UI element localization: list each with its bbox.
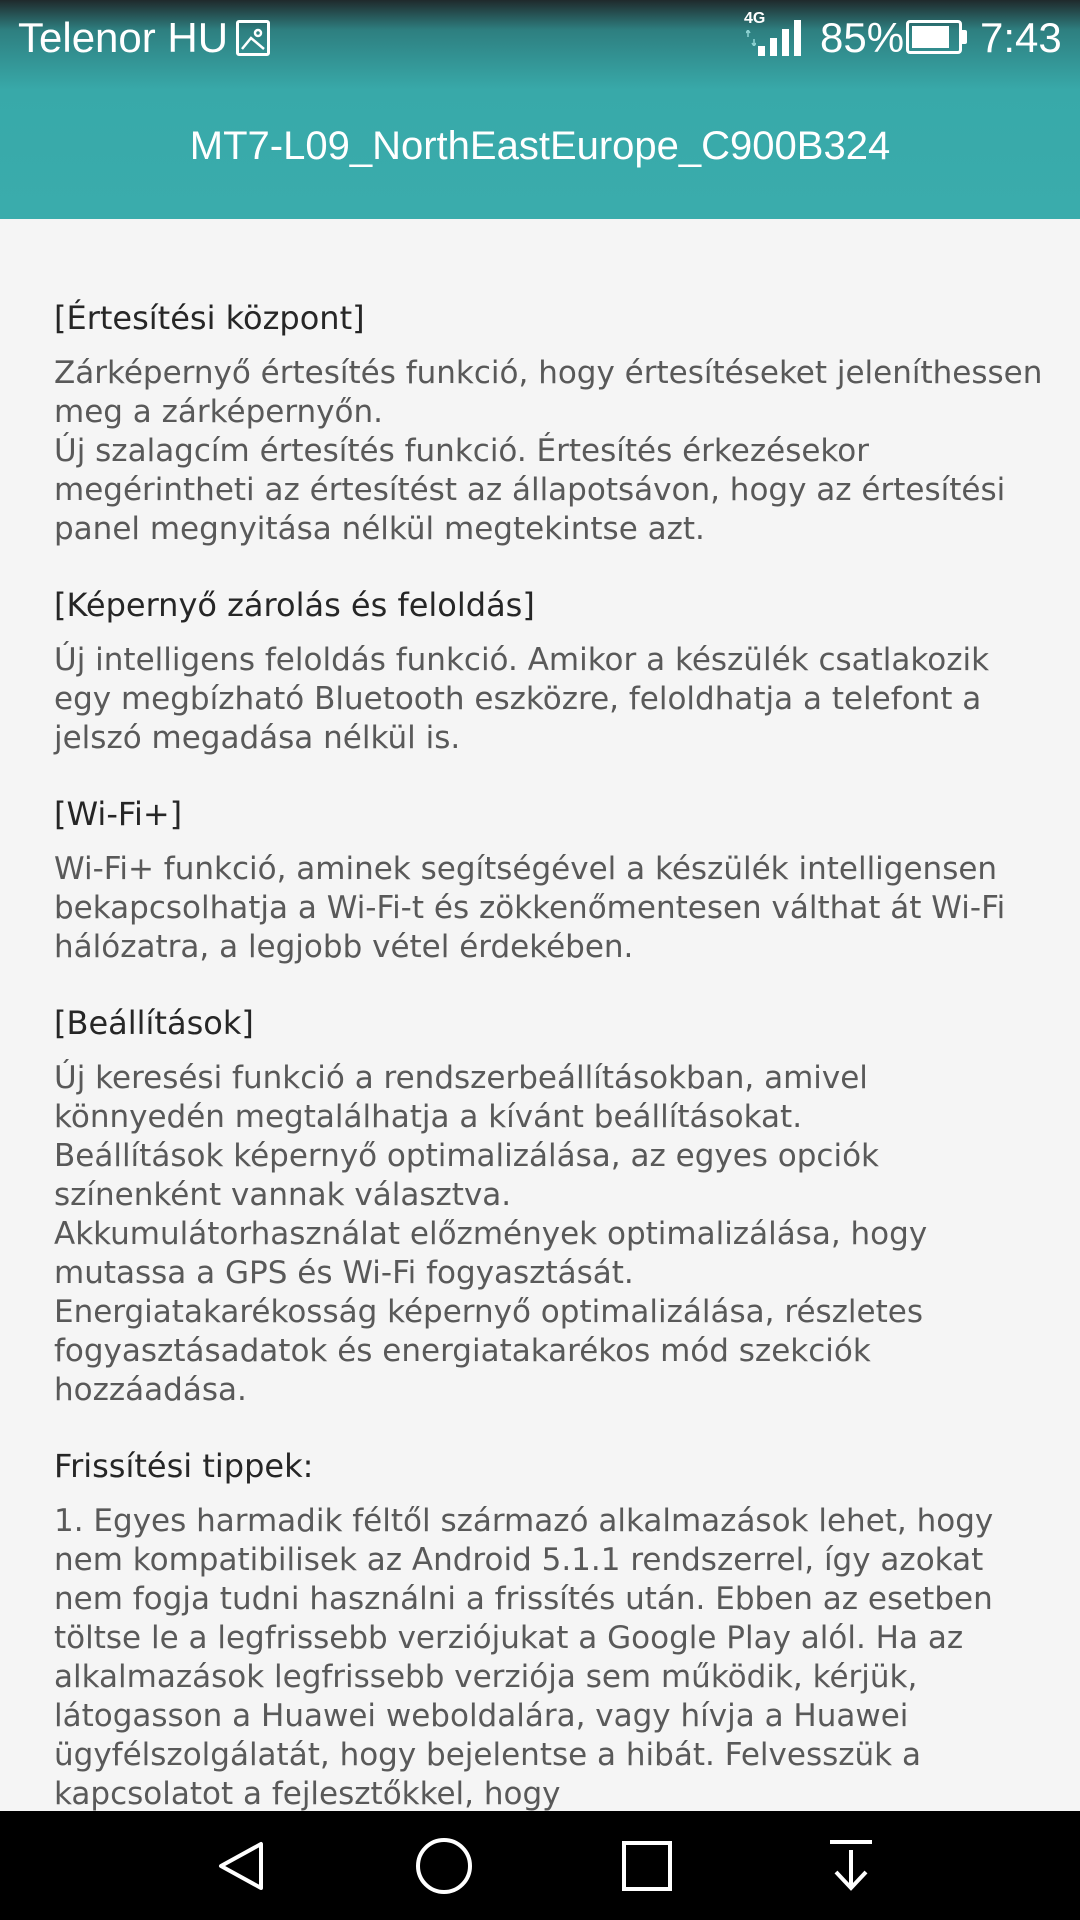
image-notification-icon [236,20,270,56]
section-line: Új keresési funkció a rendszerbeállításokban, amivel könnyedén megtalálhatja a kívánt beállításokat. [54,1060,868,1135]
section-update-tips [54,1447,1044,1811]
section-line: Zárképernyő értesítés funkció, hogy értesítéseket jeleníthessen meg a zárképernyőn. [54,355,1043,430]
changelog-content [54,299,1044,1811]
changelog-scroll-area[interactable] [0,219,1080,1811]
section-heading: [Értesítési központ] [54,299,365,337]
section-settings [54,1004,1044,1410]
section-line: Új szalagcím értesítés funkció. Értesítés érkezésekor megérintheti az értesítést az állapotsávon, hogy az értesítési panel megnyitása nélkül megtekintse azt. [54,433,1006,547]
battery-percentage: 85% [820,14,905,61]
section-heading: [Wi-Fi+] [54,795,183,833]
back-icon[interactable] [206,1831,276,1901]
section-line: Új intelligens feloldás funkció. Amikor a készülék csatlakozik egy megbízható Bluetooth eszközre, feloldhatja a telefont a jelszó megadása nélkül is. [54,642,990,756]
app-header [0,0,1080,219]
section-body [54,850,1044,967]
section-notification-center [54,299,1044,549]
status-clock: 7:43 [980,14,1062,61]
section-body [54,641,1044,758]
section-screen-lock [54,586,1044,758]
section-line: Beállítások képernyő optimalizálása, az egyes opciók színenként vannak választva. [54,1138,880,1213]
section-heading: Frissítési tippek: [54,1447,314,1485]
section-line: Akkumulátorhasználat előzmények optimalizálása, hogy mutassa a GPS és Wi-Fi fogyasztását. [54,1216,928,1291]
section-heading: [Képernyő zárolás és feloldás] [54,586,535,624]
page-title: MT7-L09_NorthEastEurope_C900B324 [189,124,891,168]
home-icon[interactable] [409,1831,479,1901]
network-type-label: 4G [744,10,766,27]
signal-strength-icon [756,18,804,56]
notification-pull-down-icon[interactable] [816,1831,886,1901]
navigation-bar [0,1811,1080,1920]
battery-icon [906,20,962,54]
section-heading: [Beállítások] [54,1004,254,1042]
section-body [54,1502,1044,1811]
data-activity-icon [746,30,756,46]
recents-icon[interactable] [612,1831,682,1901]
section-body [54,354,1044,549]
status-bar [0,0,1080,76]
section-line: Wi-Fi+ funkció, aminek segítségével a készülék intelligensen bekapcsolhatja a Wi-Fi-t és zökkenőmentesen válthat át Wi-Fi hálózatra, a legjobb vétel érdekében. [54,851,1006,965]
battery-tip [962,30,967,44]
section-body [54,1059,1044,1410]
battery-fill [912,26,949,48]
carrier-name: Telenor HU [18,14,229,61]
section-line: Energiatakarékosság képernyő optimalizálása, részletes fogyasztásadatok és energiatakarékos mód szekciók hozzáadása. [54,1294,923,1408]
section-line: 1. Egyes harmadik féltől származó alkalmazások lehet, hogy nem kompatibilisek az Android 5.1.1 rendszerrel, így azokat nem fogja tudni használni a frissítés után. Ebben az esetben töltse le a legfrissebb verziójukat a Google Play alól. Ha az alkalmazások legfrissebb verziója sem működik, kérjük, látogasson a Huawei weboldalára, vagy hívja a Huawei ügyfélszolgálatát, hogy bejelentse a hibát. Felvesszük a kapcsolatot a fejlesztőkkel, hogy [54,1503,994,1811]
section-wifi-plus [54,795,1044,967]
